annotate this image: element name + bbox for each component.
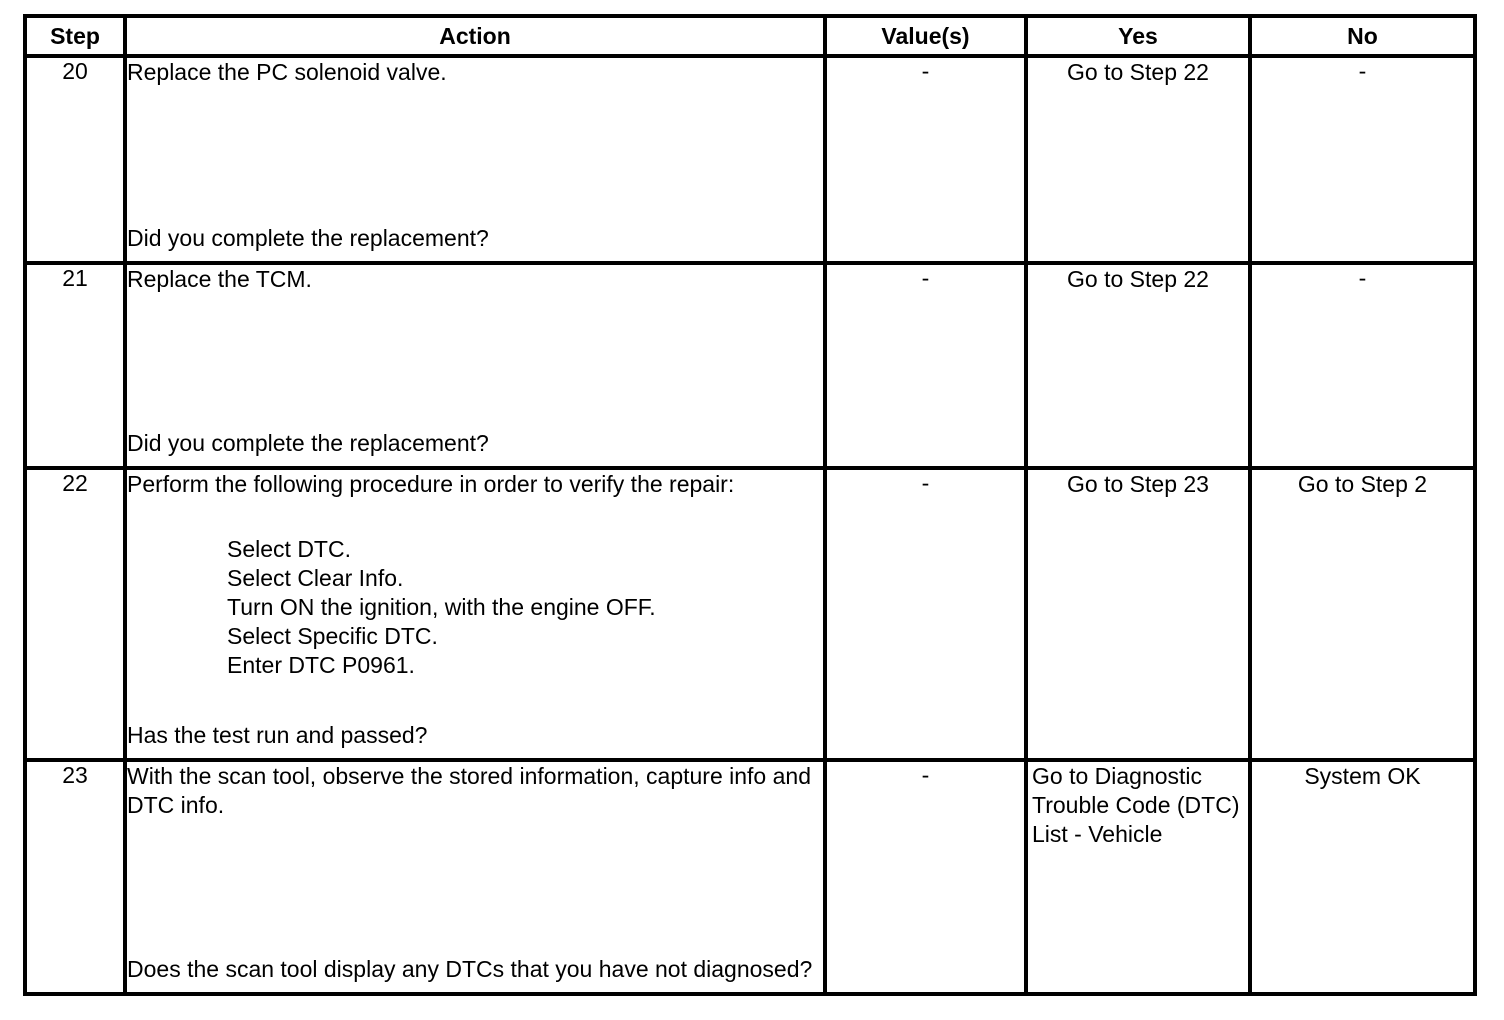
diagnostic-table	[23, 14, 1477, 996]
header-action: Action	[125, 16, 825, 56]
table-row	[25, 56, 1475, 263]
header-yes: Yes	[1026, 16, 1250, 56]
step-number: 20	[25, 56, 125, 263]
action-instruction: With the scan tool, observe the stored information, capture info and DTC info.	[127, 763, 811, 818]
table-row	[25, 263, 1475, 468]
values-cell: -	[825, 56, 1026, 263]
yes-cell: Go to Step 22	[1026, 263, 1250, 468]
procedure-list	[227, 535, 823, 680]
yes-cell: Go to Step 23	[1026, 468, 1250, 760]
step-number: 23	[25, 760, 125, 994]
action-instruction: Replace the TCM.	[127, 266, 312, 292]
procedure-step: Enter DTC P0961.	[227, 652, 415, 678]
action-question: Did you complete the replacement?	[127, 225, 489, 251]
procedure-step: Turn ON the ignition, with the engine OFF.	[227, 594, 656, 620]
action-question: Has the test run and passed?	[127, 722, 428, 748]
procedure-step: Select DTC.	[227, 536, 351, 562]
action-cell	[125, 468, 825, 760]
header-values: Value(s)	[825, 16, 1026, 56]
values-cell: -	[825, 760, 1026, 994]
action-question: Does the scan tool display any DTCs that you have not diagnosed?	[127, 956, 813, 982]
action-cell	[125, 760, 825, 994]
header-row	[25, 16, 1475, 56]
yes-cell: Go to Step 22	[1026, 56, 1250, 263]
table-row	[25, 760, 1475, 994]
no-cell: -	[1250, 56, 1475, 263]
table-row	[25, 468, 1475, 760]
yes-cell: Go to Diagnostic Trouble Code (DTC) List - Vehicle	[1026, 760, 1250, 994]
values-cell: -	[825, 468, 1026, 760]
step-number: 21	[25, 263, 125, 468]
no-cell: Go to Step 2	[1250, 468, 1475, 760]
header-no: No	[1250, 16, 1475, 56]
procedure-step: Select Clear Info.	[227, 565, 404, 591]
no-cell: -	[1250, 263, 1475, 468]
values-cell: -	[825, 263, 1026, 468]
procedure-step: Select Specific DTC.	[227, 623, 438, 649]
action-instruction: Perform the following procedure in order to verify the repair:	[127, 471, 735, 497]
action-question: Did you complete the replacement?	[127, 430, 489, 456]
no-cell: System OK	[1250, 760, 1475, 994]
action-cell	[125, 56, 825, 263]
header-step: Step	[25, 16, 125, 56]
action-cell	[125, 263, 825, 468]
action-instruction: Replace the PC solenoid valve.	[127, 59, 447, 85]
step-number: 22	[25, 468, 125, 760]
